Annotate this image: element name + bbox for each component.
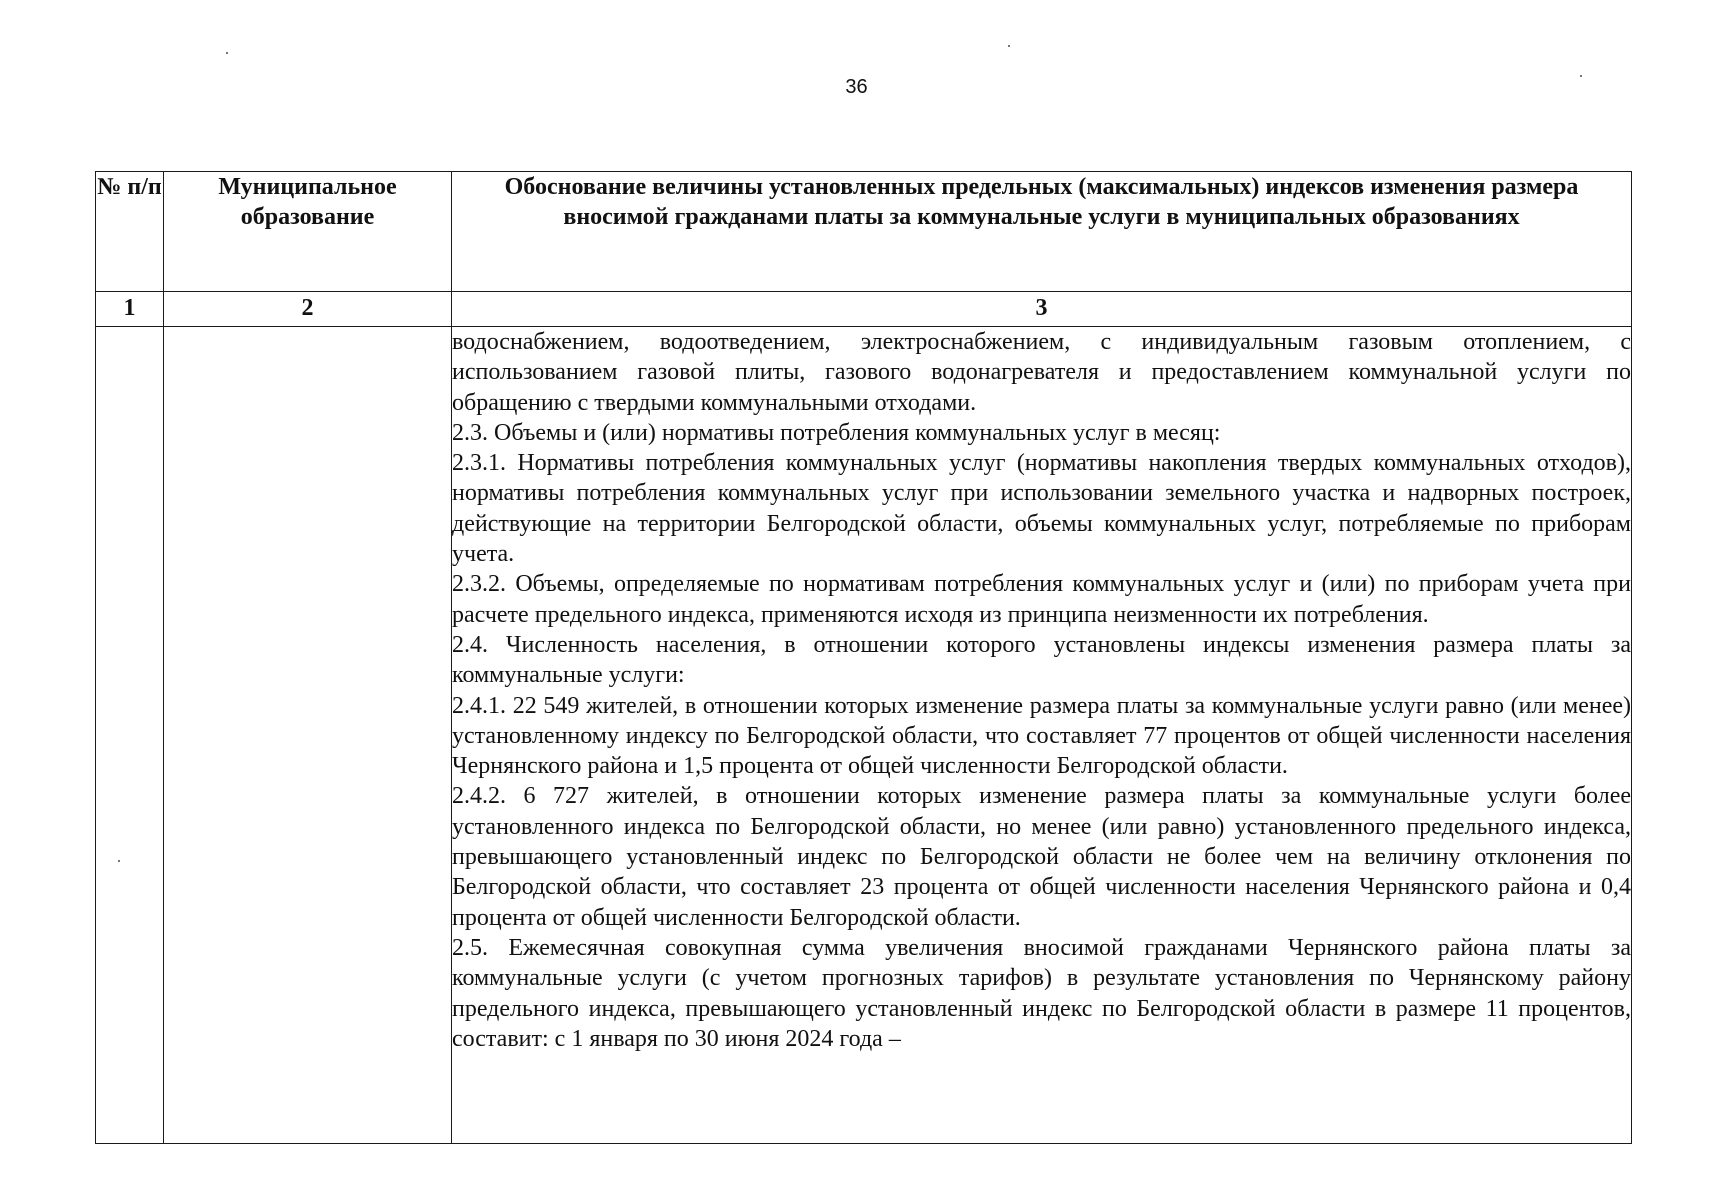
row-number-cell: [96, 327, 164, 1144]
paragraph-2-5: 2.5. Ежемесячная совокупная сумма увеличения вносимой гражданами Чернянского района платы за коммунальные услуги (с учетом прогнозных тарифов) в результате установления по Чернянскому району предельного индекса, превышающего установленный индекс по Белгородской области в размере 11 процентов, составит: с 1 января по 30 июня 2024 года –: [452, 934, 1631, 1052]
paragraph-2-3: 2.3. Объемы и (или) нормативы потребления коммунальных услуг в месяц:: [452, 419, 1221, 446]
scan-speck: [1580, 75, 1582, 77]
column-number-2: 2: [164, 292, 452, 327]
paragraph-2-3-2: 2.3.2. Объемы, определяемые по нормативам потребления коммунальных услуг и (или) по приборам учета при расчете предельного индекса, применяются исходя из принципа неизменности их потребления.: [452, 571, 1631, 628]
municipality-cell: [164, 327, 452, 1144]
column-number-row: [96, 292, 1632, 327]
page-number: 36: [845, 76, 868, 98]
paragraph-2-4-1: 2.4.1. 22 549 жителей, в отношении которых изменение размера платы за коммунальные услуги равно (или менее) установленному индексу по Белгородской области, что составляет 77 процентов от общей численности населения Чернянского района и 1,5 процента от общей численности Белгородской области.: [452, 692, 1631, 780]
paragraph-water-supply: водоснабжением, водоотведением, электроснабжением, с индивидуальным газовым отоплением, с использованием газовой плиты, газового водонагревателя и предоставлением коммунальной услуги по обращению с твердыми коммунальными отходами.: [452, 329, 1631, 416]
header-row-number: № п/п: [96, 172, 164, 292]
scan-speck: [226, 52, 228, 54]
header-justification: Обоснование величины установленных предельных (максимальных) индексов изменения размера вносимой гражданами платы за коммунальные услуги в муниципальных образованиях: [452, 172, 1632, 292]
column-number-3: 3: [452, 292, 1632, 327]
table-header-row: [96, 172, 1632, 292]
paragraph-2-4: 2.4. Численность населения, в отношении которого установлены индексы изменения размера платы за коммунальные услуги:: [452, 631, 1631, 689]
paragraph-2-4-2: 2.4.2. 6 727 жителей, в отношении которых изменение размера платы за коммунальные услуги более установленного индекса по Белгородской области, но менее (или равно) установленного предельного индекса, превышающего установленный индекс по Белгородской области не более чем на величину отклонения по Белгородской области, что составляет 23 процента от общей численности населения Чернянского района и 0,4 процента от общей численности Белгородской области.: [452, 783, 1631, 931]
header-municipality: Муниципальное образование: [164, 172, 452, 292]
scan-speck: [1008, 45, 1010, 47]
scan-speck: [118, 860, 120, 862]
column-number-1: 1: [96, 292, 164, 327]
justification-text-cell: [452, 327, 1632, 1144]
paragraph-2-3-1: 2.3.1. Нормативы потребления коммунальных услуг (нормативы накопления твердых коммунальных отходов), нормативы потребления коммунальных услуг при использовании земельного участка и надворных построек, действующие на территории Белгородской области, объемы коммунальных услуг, потребляемые по приборам учета.: [452, 450, 1631, 568]
table-body-row: [96, 327, 1632, 1144]
justification-table: [95, 171, 1632, 1144]
